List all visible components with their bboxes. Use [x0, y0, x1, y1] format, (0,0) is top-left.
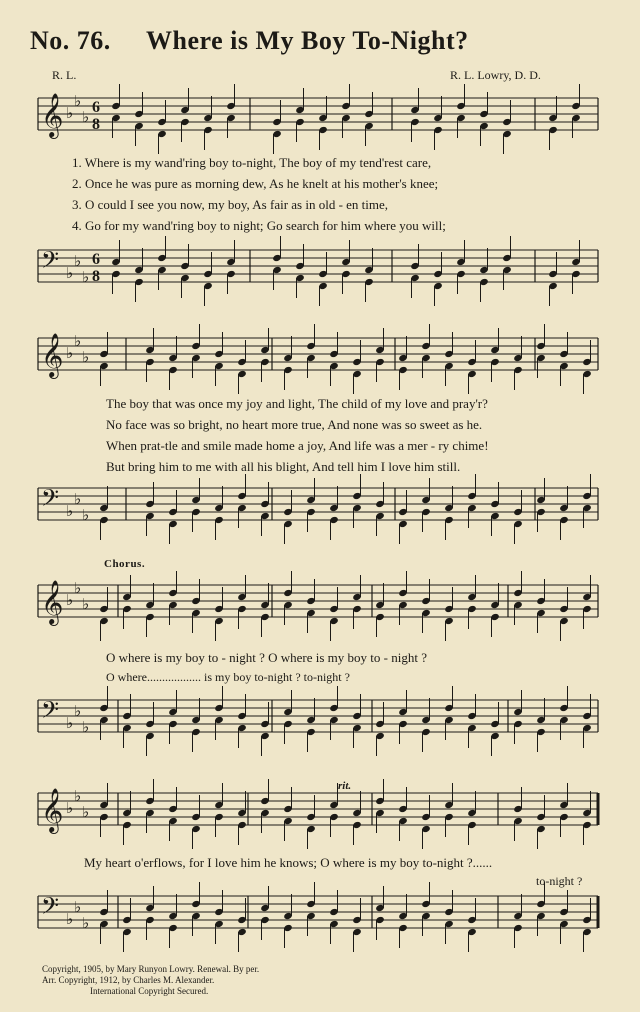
treble-clef-icon: 𝄞	[41, 788, 64, 832]
flat-sign-icon: ♭	[66, 714, 74, 732]
flat-sign-icon: ♭	[74, 787, 82, 805]
treble-clef-icon: 𝄞	[41, 580, 64, 624]
music-credit: R. L. Lowry, D. D.	[450, 68, 541, 82]
flat-sign-icon: ♭	[74, 92, 82, 110]
time-signature-denominator: 8	[92, 116, 100, 133]
treble-clef-icon: 𝄞	[41, 93, 64, 137]
flat-sign-icon: ♭	[74, 702, 82, 720]
ritardando-mark: rit.	[338, 780, 352, 792]
flat-sign-icon: ♭	[66, 502, 74, 520]
bass-clef-icon: 𝄢	[41, 892, 60, 925]
flat-sign-icon: ♭	[74, 490, 82, 508]
flat-sign-icon: ♭	[82, 108, 90, 126]
copyright-notice: Copyright, 1905, by Mary Runyon Lowry. Renewal. By per. Arr. Copyright, 1912, by Charles M. Alexander. International Copyright Secured.	[42, 964, 260, 996]
hymn-title: Where is My Boy To-Night?	[146, 26, 469, 55]
verse-4-line-2: But bring him to me with all his blight, And tell him I love him still.	[106, 459, 461, 474]
flat-sign-icon: ♭	[74, 332, 82, 350]
flat-sign-icon: ♭	[74, 579, 82, 597]
treble-clef-icon: 𝄞	[41, 333, 64, 377]
flat-sign-icon: ♭	[66, 910, 74, 928]
flat-sign-icon: ♭	[66, 104, 74, 122]
flat-sign-icon: ♭	[82, 348, 90, 366]
words-credit: R. L.	[52, 68, 77, 82]
verse-2-line-2: No face was so bright, no heart more true, And none was so sweet as he.	[106, 417, 483, 432]
flat-sign-icon: ♭	[74, 252, 82, 270]
bass-clef-icon: 𝄢	[41, 484, 60, 517]
flat-sign-icon: ♭	[66, 591, 74, 609]
verse-2-line-1: 2. Once he was pure as morning dew, As he knelt at his mother's knee;	[72, 176, 439, 191]
hymn-number: No. 76.	[30, 26, 111, 55]
flat-sign-icon: ♭	[66, 264, 74, 282]
flat-sign-icon: ♭	[82, 268, 90, 286]
verse-4-line-1: 4. Go for my wand'ring boy to night; Go search for him where you will;	[72, 218, 446, 233]
bass-clef-icon: 𝄢	[41, 246, 60, 279]
verse-3-line-1: 3. O could I see you now, my boy, As fair as in old - en time,	[72, 197, 389, 212]
chorus-line-2-upper: My heart o'erflows, for I love him he knows; O where is my boy to-night ?......	[84, 855, 493, 870]
chorus-label: Chorus.	[104, 558, 146, 570]
flat-sign-icon: ♭	[74, 898, 82, 916]
verse-3-line-2: When prat-tle and smile made home a joy, And life was a mer - ry chime!	[106, 438, 489, 453]
flat-sign-icon: ♭	[66, 344, 74, 362]
verse-1-line-1: 1. Where is my wand'ring boy to-night, The boy of my tend'rest care,	[72, 155, 432, 170]
bass-clef-icon: 𝄢	[41, 696, 60, 729]
flat-sign-icon: ♭	[82, 718, 90, 736]
flat-sign-icon: ♭	[66, 799, 74, 817]
chorus-line-2-lower: to-night ?	[536, 874, 583, 888]
flat-sign-icon: ♭	[82, 914, 90, 932]
time-signature-numerator: 6	[92, 99, 100, 116]
time-signature-denominator: 8	[92, 268, 100, 285]
verse-1-line-2: The boy that was once my joy and light, The child of my love and pray'r?	[106, 396, 488, 411]
flat-sign-icon: ♭	[82, 595, 90, 613]
flat-sign-icon: ♭	[82, 506, 90, 524]
chorus-line-1-lower: O where.................. is my boy to-night ? to-night ?	[106, 670, 350, 684]
time-signature-numerator: 6	[92, 251, 100, 268]
chorus-line-1-upper: O where is my boy to - night ? O where is my boy to - night ?	[106, 650, 427, 665]
flat-sign-icon: ♭	[82, 803, 90, 821]
